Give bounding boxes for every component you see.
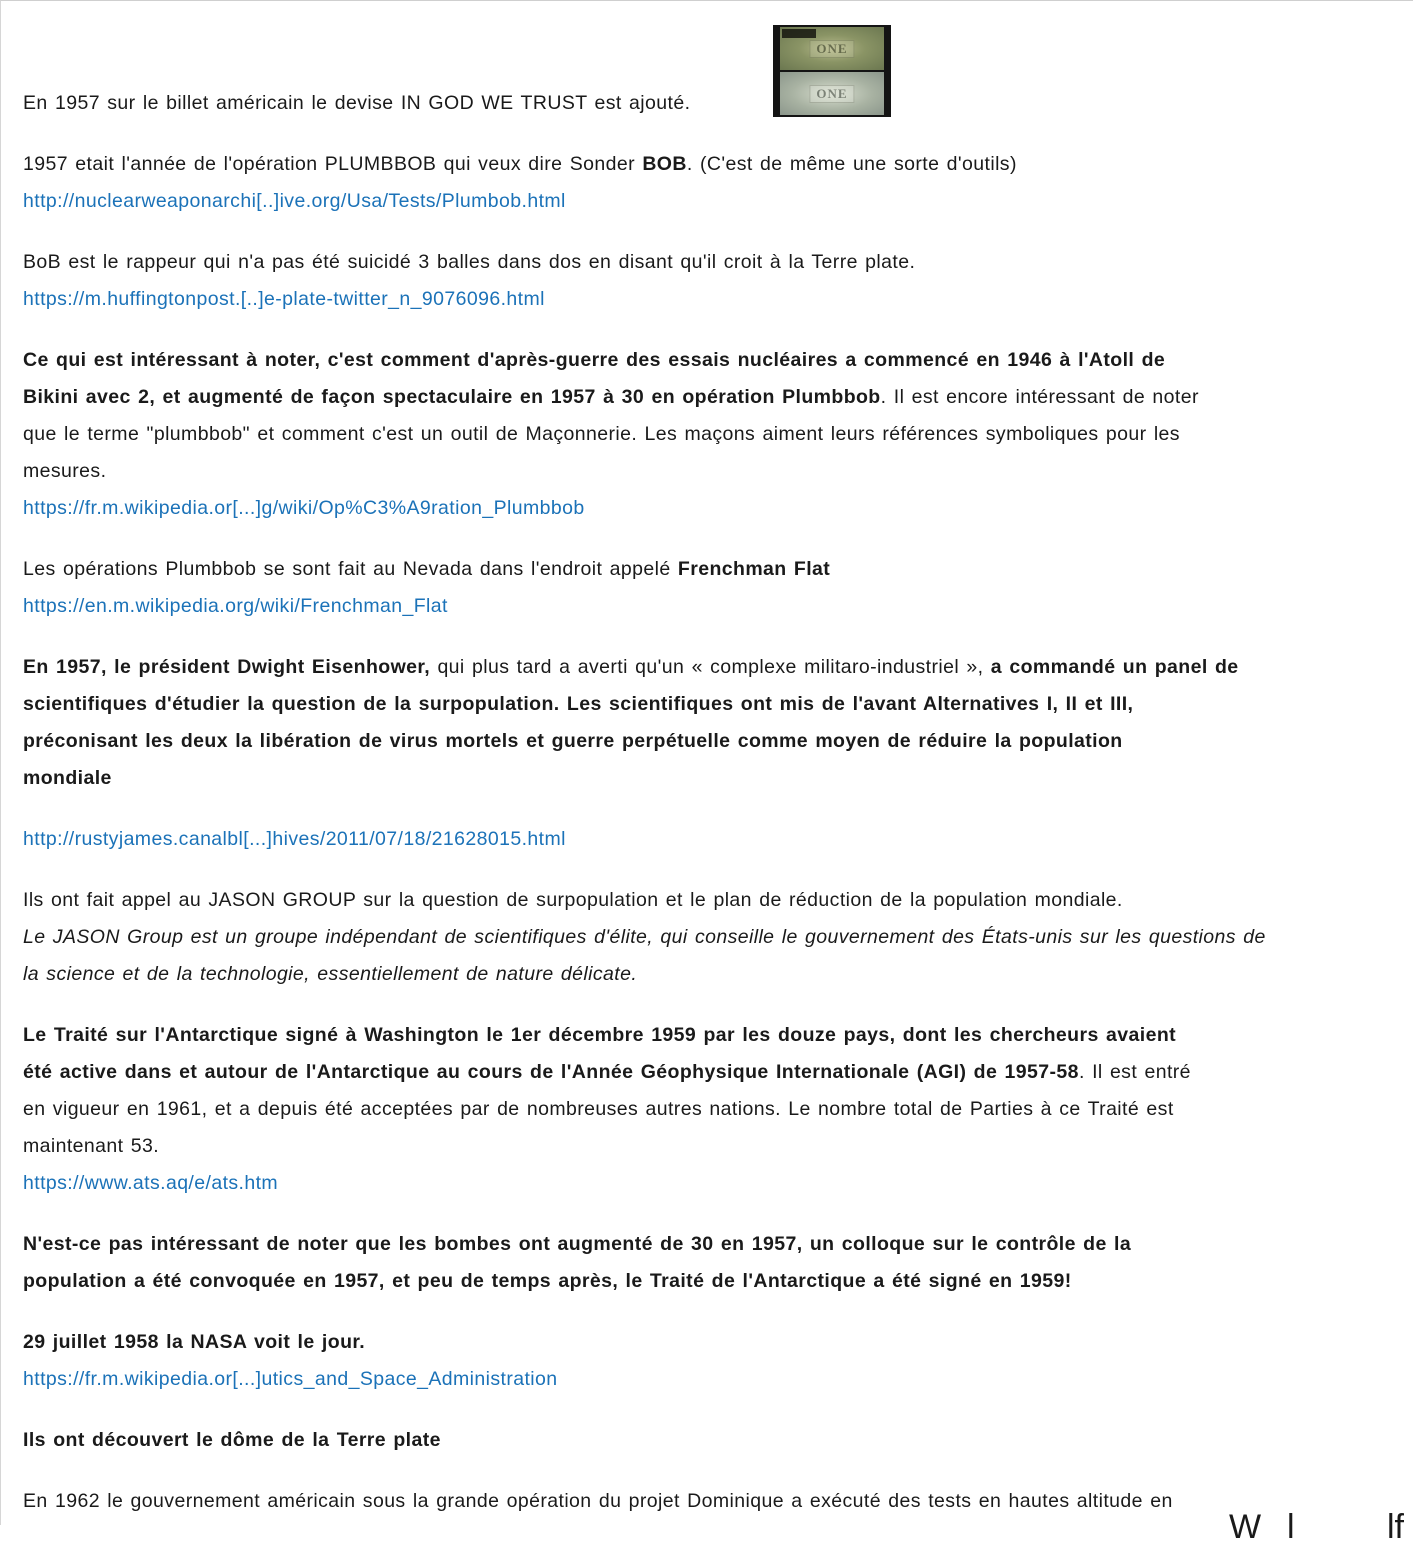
paragraph xyxy=(23,821,1413,858)
post-content xyxy=(1,1,1413,1520)
text-line xyxy=(23,1263,1413,1300)
hyperlink[interactable]: https://m.huffingtonpost.[..]e-plate-twitter_n_9076096.html xyxy=(23,288,545,310)
text-line xyxy=(23,649,1413,686)
text-line xyxy=(23,416,1413,453)
cut-off-letters: lf xyxy=(1387,1508,1404,1546)
text-line xyxy=(23,1422,1413,1459)
hyperlink[interactable]: https://fr.m.wikipedia.or[...]g/wiki/Op%C3%A9ration_Plumbbob xyxy=(23,497,585,519)
text-segment: N'est-ce pas intéressant de noter que les bombes ont augmenté de 30 en 1957, un colloque sur le contrôle de la xyxy=(23,1233,1132,1255)
text-line xyxy=(23,281,1413,318)
text-line xyxy=(23,490,1413,527)
hyperlink[interactable]: https://en.m.wikipedia.org/wiki/Frenchman_Flat xyxy=(23,595,448,617)
text-segment: maintenant 53. xyxy=(23,1135,160,1157)
text-line xyxy=(23,1091,1413,1128)
text-line xyxy=(23,1324,1413,1361)
text-line xyxy=(23,85,1413,122)
text-segment: Ils ont fait appel au JASON GROUP sur la question de surpopulation et le plan de réduction de la population mondiale. xyxy=(23,889,1123,911)
text-segment: BOB xyxy=(642,153,687,175)
text-segment: 29 juillet 1958 la NASA voit le jour. xyxy=(23,1331,366,1353)
text-segment: Frenchman Flat xyxy=(677,558,831,580)
text-segment: en vigueur en 1961, et a depuis été acceptées par de nombreuses autres nations. Le nombre total de Parties à ce Traité est xyxy=(23,1098,1174,1120)
dollar-bill-top xyxy=(780,27,884,70)
text-segment: Bikini avec 2, et augmenté de façon spectaculaire en 1957 à 30 en opération Plumbbob xyxy=(23,386,881,408)
text-segment: scientifiques d'étudier la question de la surpopulation. Les scientifiques ont mis de l'avant Alternatives I, II et III, xyxy=(23,693,1134,715)
paragraph xyxy=(23,1483,1413,1520)
bill-one-label: ONE xyxy=(809,40,854,58)
text-line xyxy=(23,919,1413,956)
text-line xyxy=(23,379,1413,416)
text-line xyxy=(23,1128,1413,1165)
text-segment: mesures. xyxy=(23,460,107,482)
bill-corner-mark xyxy=(782,29,816,38)
text-segment: En 1957, le président Dwight Eisenhower, xyxy=(23,656,438,678)
text-line xyxy=(23,183,1413,220)
text-line xyxy=(23,1165,1413,1202)
text-line xyxy=(23,342,1413,379)
text-segment: que le terme "plumbbob" et comment c'est un outil de Maçonnerie. Les maçons aiment leurs références symboliques pour les xyxy=(23,423,1180,445)
text-segment: a commandé un panel de xyxy=(990,656,1239,678)
text-line xyxy=(23,1483,1413,1520)
paragraph xyxy=(23,146,1413,220)
text-segment: . Il est encore intéressant de noter xyxy=(880,386,1199,408)
text-line xyxy=(23,1017,1413,1054)
text-segment: BoB est le rappeur qui n'a pas été suicidé 3 balles dans dos en disant qu'il croit à la Terre plate. xyxy=(23,251,916,273)
text-line xyxy=(23,453,1413,490)
text-line xyxy=(23,760,1413,797)
text-segment: préconisant les deux la libération de virus mortels et guerre perpétuelle comme moyen de réduire la population xyxy=(23,730,1123,752)
bill-one-label: ONE xyxy=(809,85,854,103)
text-line xyxy=(23,1361,1413,1398)
paragraph xyxy=(23,244,1413,318)
text-segment: 1957 etait l'année de l'opération PLUMBBOB qui veux dire Sonder xyxy=(23,153,643,175)
text-segment: mondiale xyxy=(23,767,112,789)
text-line xyxy=(23,244,1413,281)
text-segment: Ils ont découvert le dôme de la Terre plate xyxy=(23,1429,441,1451)
text-line xyxy=(23,723,1413,760)
hyperlink[interactable]: https://fr.m.wikipedia.or[...]utics_and_Space_Administration xyxy=(23,1368,558,1390)
text-line xyxy=(23,1054,1413,1091)
text-segment: été active dans et autour de l'Antarctique au cours de l'Année Géophysique Internationale (AGI) de 1957-58 xyxy=(23,1061,1079,1083)
dollar-bill-bottom xyxy=(780,72,884,115)
text-line xyxy=(23,1226,1413,1263)
paragraph xyxy=(23,1226,1413,1300)
text-segment: qui plus tard a averti qu'un « complexe militaro-industriel », xyxy=(437,656,991,678)
hyperlink[interactable]: http://rustyjames.canalbl[...]hives/2011/07/18/21628015.html xyxy=(23,828,566,850)
text-line xyxy=(23,821,1413,858)
paragraph xyxy=(23,1017,1413,1202)
cut-off-letters: l xyxy=(1287,1508,1295,1546)
text-segment: En 1957 sur le billet américain le devise IN GOD WE TRUST est ajouté. xyxy=(23,92,691,114)
paragraph xyxy=(23,1422,1413,1459)
text-segment: Ce qui est intéressant à noter, c'est comment d'après-guerre des essais nucléaires a commencé en 1946 à l'Atoll de xyxy=(23,349,1166,371)
text-line xyxy=(23,686,1413,723)
paragraph xyxy=(23,1324,1413,1398)
text-segment: En 1962 le gouvernement américain sous la grande opération du projet Dominique a exécuté des tests en hautes altitude en xyxy=(23,1490,1173,1512)
text-segment: Les opérations Plumbbob se sont fait au Nevada dans l'endroit appelé xyxy=(23,558,678,580)
paragraph xyxy=(23,882,1413,993)
text-line xyxy=(23,882,1413,919)
text-line xyxy=(23,956,1413,993)
hyperlink[interactable]: https://www.ats.aq/e/ats.htm xyxy=(23,1172,279,1194)
text-segment: . Il est entré xyxy=(1078,1061,1191,1083)
paragraph xyxy=(23,342,1413,527)
dollar-bills-image xyxy=(773,25,891,117)
hyperlink[interactable]: http://nuclearweaponarchi[..]ive.org/Usa/Tests/Plumbob.html xyxy=(23,190,566,212)
paragraph xyxy=(23,649,1413,797)
text-segment: . (C'est de même une sorte d'outils) xyxy=(686,153,1017,175)
text-segment: Le Traité sur l'Antarctique signé à Washington le 1er décembre 1959 par les douze pays, dont les chercheurs avaient xyxy=(23,1024,1177,1046)
text-segment: Le JASON Group est un groupe indépendant de scientifiques d'élite, qui conseille le gouvernement des États-unis sur les questions de xyxy=(23,926,1266,948)
text-segment: la science et de la technologie, essentiellement de nature délicate. xyxy=(23,963,638,985)
text-line xyxy=(23,588,1413,625)
paragraph xyxy=(23,551,1413,625)
text-segment: population a été convoquée en 1957, et peu de temps après, le Traité de l'Antarctique a été signé en 1959! xyxy=(23,1270,1072,1292)
text-line xyxy=(23,551,1413,588)
text-line xyxy=(23,146,1413,183)
paragraph xyxy=(23,85,1413,122)
cut-off-letters: W xyxy=(1229,1508,1262,1546)
